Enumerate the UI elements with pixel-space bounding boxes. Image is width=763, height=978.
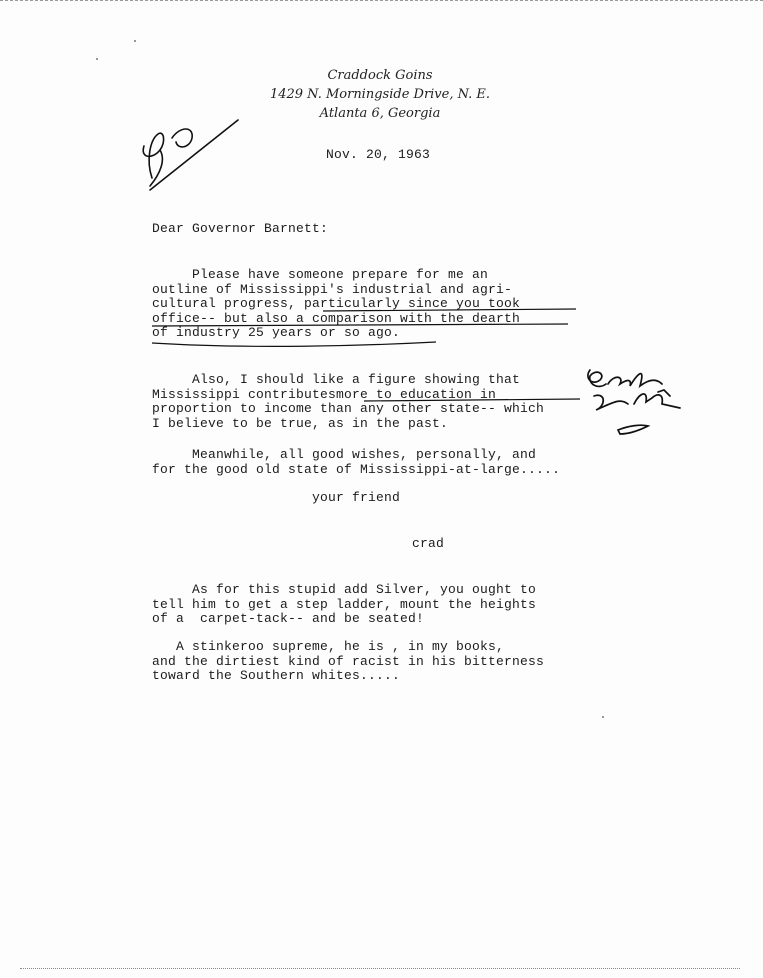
- paragraph-education-figure: Also, I should like a figure showing that Mississippi contributesmore to education in proportion to income than any other state-- which I believe to be true, as in the past.: [152, 372, 545, 431]
- top-edge-border: [0, 0, 763, 3]
- paper-speck: [134, 40, 136, 42]
- bottom-edge-border: [20, 968, 740, 971]
- letterhead-name: Craddock Goins: [327, 68, 433, 83]
- paper-speck: [96, 58, 98, 60]
- postscript-silver: As for this stupid add Silver, you ought to tell him to get a step ladder, mount the heights of a carpet-tack-- and be seated!: [152, 582, 537, 626]
- handwritten-margin-note: [588, 370, 680, 434]
- letterhead-city: Atlanta 6, Georgia: [319, 106, 441, 121]
- closing: your friend: [312, 490, 401, 505]
- letter-date: Nov. 20, 1963: [326, 147, 431, 162]
- paper-speck: [602, 716, 604, 718]
- postscript-stinkeroo: A stinkeroo supreme, he is , in my books, and the dirtiest kind of racist in his bitterness toward the Southern whites.....: [152, 639, 545, 683]
- salutation: Dear Governor Barnett:: [152, 221, 329, 236]
- letterhead-street: 1429 N. Morningside Drive, N. E.: [269, 87, 491, 102]
- signature: crad: [412, 536, 445, 551]
- paragraph-good-wishes: Meanwhile, all good wishes, personally, and for the good old state of Mississippi-at-large.....: [152, 447, 561, 477]
- paragraph-request-outline: Please have someone prepare for me an outline of Mississippi's industrial and agri- cultural progress, particularly since you took office-- but also a comparison with the dearth of industry 25 years or so ago.: [152, 267, 521, 340]
- handwritten-initials-mark: [143, 120, 238, 190]
